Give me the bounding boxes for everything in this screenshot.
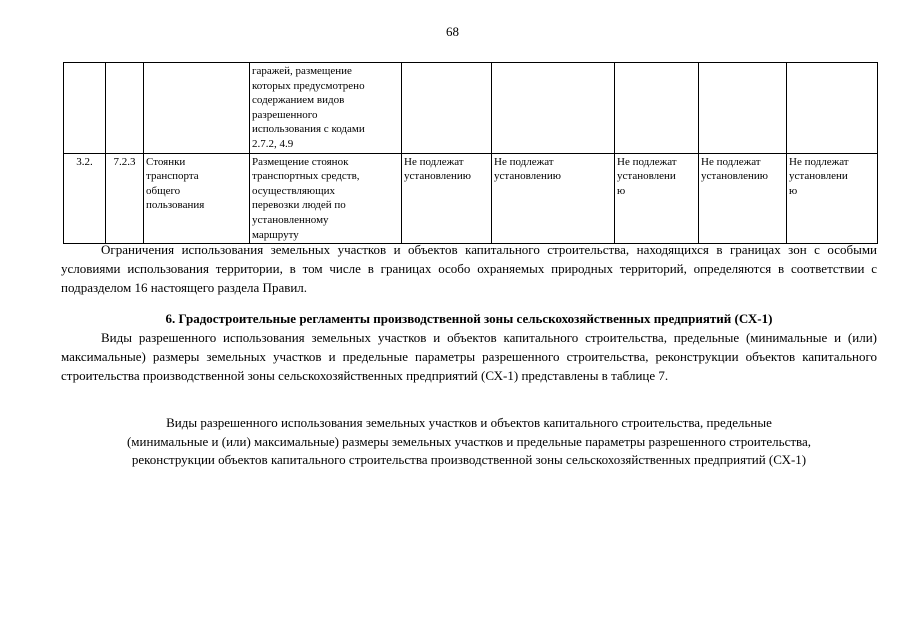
table-cell: Не подлежат установлени ю [787, 153, 878, 244]
table-cell [615, 63, 699, 154]
table-cell [106, 63, 144, 154]
table-cell-number: 3.2. [64, 153, 106, 244]
table-cell-description: Размещение стоянок транспортных средств, осуществляющих перевозки людей по установленному маршруту [250, 153, 402, 244]
table-cell [144, 63, 250, 154]
table-cell-description: гаражей, размещение которых предусмотрено содержанием видов разрешенного использования с кодами 2.7.2, 4.9 [250, 63, 402, 154]
table-cell [787, 63, 878, 154]
table-cell-code: 7.2.3 [106, 153, 144, 244]
table-cell: Не подлежат установлению [492, 153, 615, 244]
page-number: 68 [446, 24, 459, 39]
section-block [61, 309, 877, 385]
table-cell [699, 63, 787, 154]
restrictions-block [61, 240, 877, 297]
table-cell [64, 63, 106, 154]
table-row [64, 153, 878, 244]
table-cell [402, 63, 492, 154]
table-cell: Не подлежат установлени ю [615, 153, 699, 244]
table-row [64, 63, 878, 154]
section-heading: 6. Градостроительные регламенты производственной зоны сельскохозяйственных предприятий (СХ-1) [165, 311, 773, 326]
section-paragraph: Виды разрешенного использования земельных участков и объектов капитального строительства, предельные (минимальные и (или) максимальные) размеры земельных участков и предельные параметры разрешенного строительства, реконструкции объектов капитального строительства производственной зоны сельскохозяйственных предприятий (СХ-1) представлены в таблице 7. [61, 330, 877, 383]
regulations-table [63, 62, 878, 244]
table-cell [492, 63, 615, 154]
table-cell: Не подлежат установлению [699, 153, 787, 244]
table-caption: Виды разрешенного использования земельных участков и объектов капитального строительства, предельные (минимальные и (или) максимальные) размеры земельных участков и предельные параметры разрешенного строительства, реконструкции объектов капитального строительства производственной зоны сельскохозяйственных предприятий (СХ-1) [126, 415, 812, 467]
restrictions-paragraph: Ограничения использования земельных участков и объектов капитального строительства, находящихся в границах зон с особыми условиями использования территории, в том числе в границах особо охраняемых природных территорий, определяются в соответствии с подразделом 16 настоящего раздела Правил. [61, 242, 877, 295]
table-cell-name: Стоянки транспорта общего пользования [144, 153, 250, 244]
table-cell: Не подлежат установлению [402, 153, 492, 244]
